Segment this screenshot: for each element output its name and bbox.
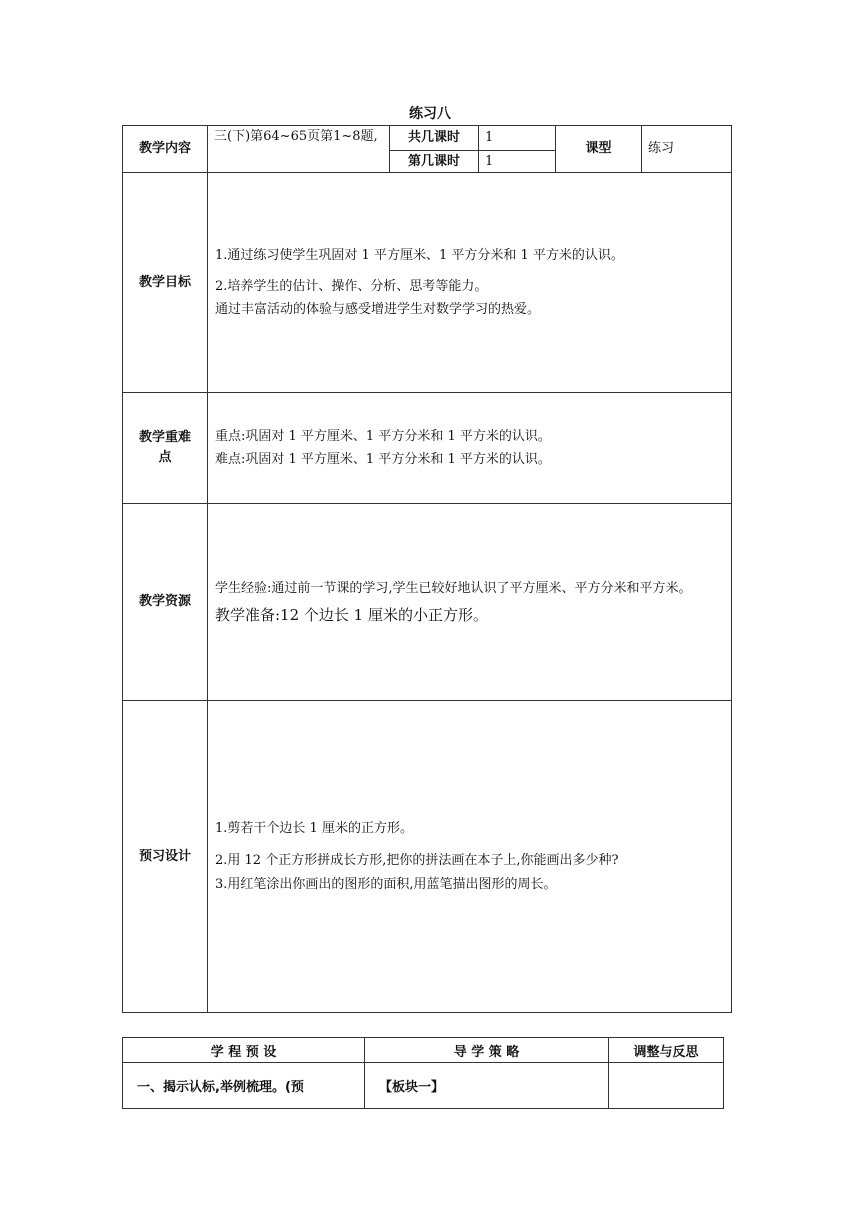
reflection-cell (609, 1063, 724, 1109)
process-header: 学 程 预 设 (123, 1038, 365, 1063)
goals-content (208, 173, 732, 393)
total-lessons-label: 共几课时 (390, 126, 479, 151)
difficulty-label: 教学重难点 (123, 393, 208, 504)
resources-line: 教学准备:12 个边长 1 厘米的小正方形。 (215, 606, 488, 624)
resources-label: 教学资源 (123, 504, 208, 701)
resources-content (208, 504, 732, 701)
learning-process-table (122, 1037, 724, 1109)
preview-label: 预习设计 (123, 701, 208, 1013)
lesson-number-label: 第几课时 (390, 151, 479, 173)
process-cell: 一、揭示认标,举例梳理。(预 (123, 1063, 365, 1109)
lesson-number-value: 1 (479, 151, 556, 173)
preview-content (208, 701, 732, 1013)
difficulty-line: 重点:巩固对 1 平方厘米、1 平方分米和 1 平方米的认识。 (215, 429, 551, 444)
strategy-header: 导 学 策 略 (365, 1038, 609, 1063)
difficulty-content (208, 393, 732, 504)
strategy-cell: 【板块一】 (365, 1063, 609, 1109)
content-label: 教学内容 (123, 126, 208, 173)
reflection-header: 调整与反思 (609, 1038, 724, 1063)
content-value: 三(下)第64~65页第1~8题, (208, 126, 390, 173)
goal-line: 1.通过练习使学生巩固对 1 平方厘米、1 平方分米和 1 平方米的认识。 (215, 248, 624, 263)
resources-line: 学生经验:通过前一节课的学习,学生已较好地认识了平方厘米、平方分米和平方米。 (215, 581, 692, 596)
page-title: 练习八 (409, 106, 451, 122)
lesson-type-value: 练习 (642, 126, 732, 173)
goal-line: 2.培养学生的估计、操作、分析、思考等能力。 (215, 279, 488, 294)
goals-label: 教学目标 (123, 173, 208, 393)
goal-line: 通过丰富活动的体验与感受增进学生对数学学习的热爱。 (215, 302, 541, 317)
preview-line: 1.剪若干个边长 1 厘米的正方形。 (215, 820, 413, 836)
preview-line: 3.用红笔涂出你画出的图形的面积,用蓝笔描出图形的周长。 (215, 876, 557, 892)
lesson-type-label: 课型 (556, 126, 642, 173)
total-lessons-value: 1 (479, 126, 556, 151)
difficulty-line: 难点:巩固对 1 平方厘米、1 平方分米和 1 平方米的认识。 (215, 452, 551, 467)
lesson-plan-table (122, 125, 732, 1013)
preview-line: 2.用 12 个正方形拼成长方形,把你的拼法画在本子上,你能画出多少种? (215, 852, 619, 868)
